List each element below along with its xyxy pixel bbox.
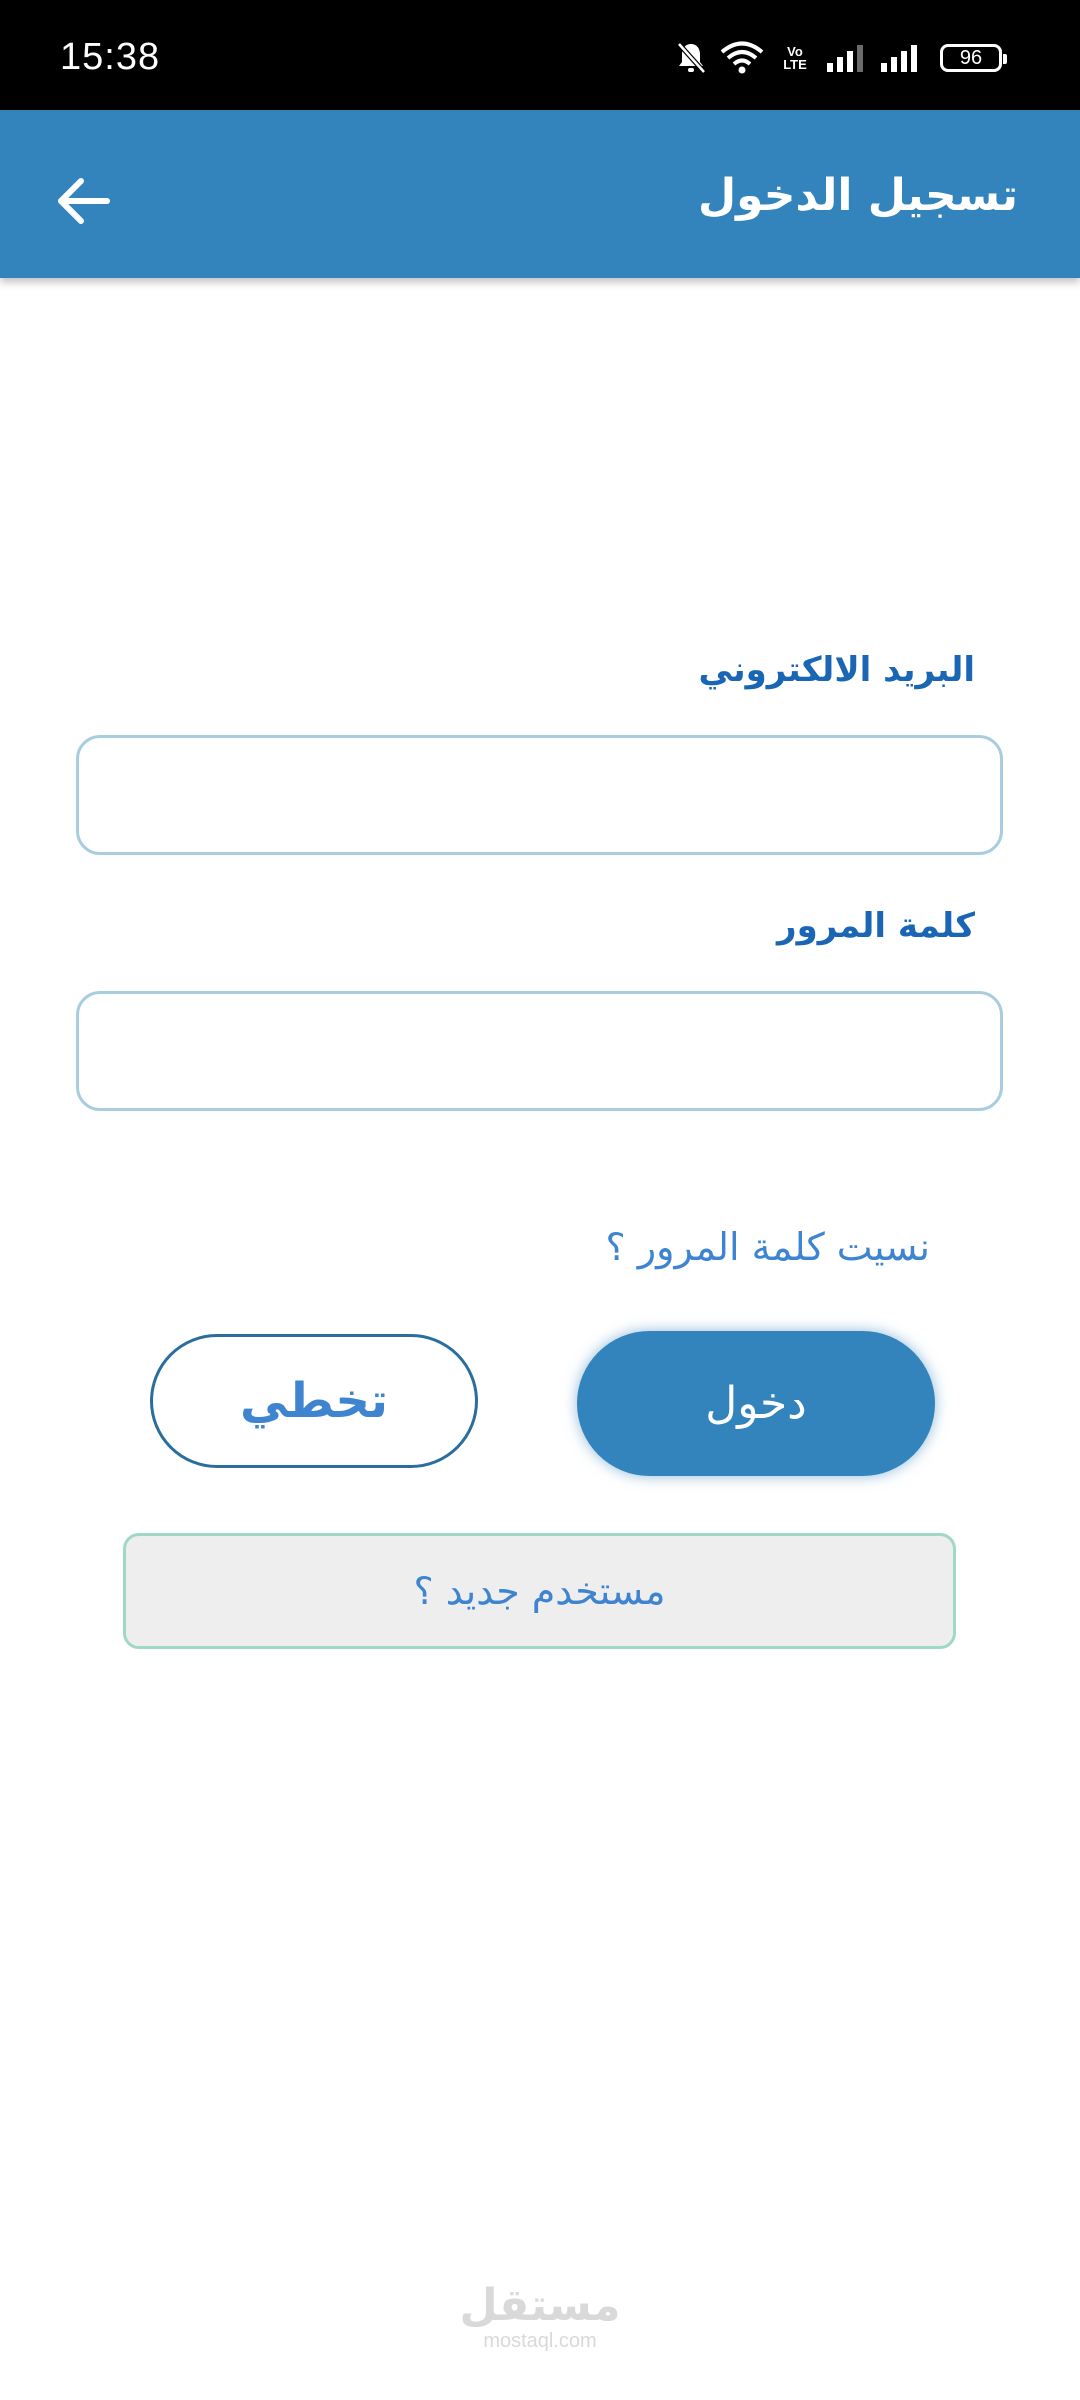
watermark-arabic: مستقل — [459, 2280, 621, 2331]
email-label: البريد الالكتروني — [698, 650, 975, 690]
wifi-icon — [720, 41, 764, 75]
page-title: تسجيل الدخول — [697, 170, 1018, 221]
signal-icon — [826, 43, 866, 73]
forgot-password-link[interactable]: نسيت كلمة المرور ؟ — [605, 1225, 930, 1269]
back-button[interactable] — [40, 160, 126, 246]
volte-icon — [778, 45, 812, 71]
watermark-logo — [440, 2282, 640, 2352]
app-bar — [0, 110, 1080, 278]
password-label: كلمة المرور — [777, 906, 975, 946]
volte-top-text: Vo — [787, 44, 803, 59]
arrow-left-icon — [55, 176, 111, 230]
status-icons — [676, 38, 1002, 78]
skip-button[interactable]: تخطي — [150, 1334, 478, 1468]
new-user-button[interactable]: مستخدم جديد ؟ — [123, 1533, 956, 1649]
status-bar — [0, 0, 1080, 110]
password-field[interactable] — [76, 991, 1003, 1111]
bell-off-icon — [676, 41, 706, 75]
status-time: 15:38 — [60, 36, 161, 78]
battery-icon — [940, 44, 1002, 72]
email-field[interactable] — [76, 735, 1003, 855]
login-button[interactable]: دخول — [577, 1331, 935, 1476]
battery-level: 96 — [959, 46, 983, 69]
volte-bottom-text: LTE — [783, 57, 807, 72]
signal-icon — [880, 43, 926, 73]
watermark-latin: mostaql.com — [483, 2330, 597, 2352]
